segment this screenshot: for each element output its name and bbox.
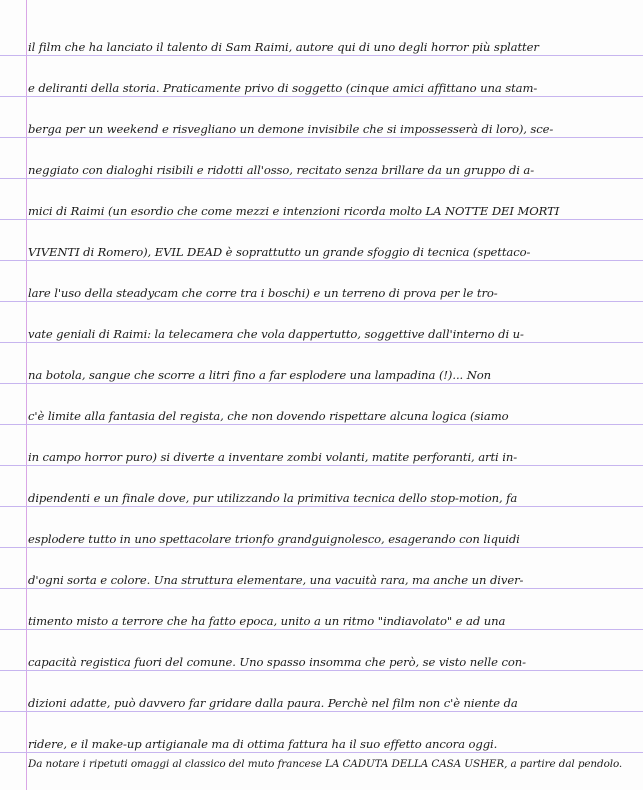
text-line: vate geniali di Raimi: la telecamera che vola dappertutto, soggettive dall'interno di u-	[28, 327, 524, 341]
ruled-line	[0, 260, 643, 261]
text-line: VIVENTI di Romero), EVIL DEAD è soprattutto un grande sfoggio di tecnica (spettaco-	[28, 245, 531, 259]
ruled-line	[0, 96, 643, 97]
ruled-line	[0, 219, 643, 220]
text-line: esplodere tutto in uno spettacolare trionfo grandguignolesco, esagerando con liquidi	[28, 532, 520, 546]
text-line: c'è limite alla fantasia del regista, che non dovendo rispettare alcuna logica (siamo	[28, 409, 509, 423]
ruled-line	[0, 137, 643, 138]
text-line: na botola, sangue che scorre a litri fino a far esplodere una lampadina (!)... Non	[28, 368, 491, 382]
ruled-line	[0, 342, 643, 343]
ruled-line	[0, 506, 643, 507]
text-line: il film che ha lanciato il talento di Sam Raimi, autore qui di uno degli horror più splatter	[28, 40, 539, 54]
ruled-line	[0, 301, 643, 302]
ruled-line	[0, 55, 643, 56]
text-line: lare l'uso della steadycam che corre tra i boschi) e un terreno di prova per le tro-	[28, 286, 498, 300]
ruled-line	[0, 178, 643, 179]
ruled-line	[0, 547, 643, 548]
text-line: e deliranti della storia. Praticamente privo di soggetto (cinque amici affittano una stam-	[28, 81, 538, 95]
ruled-line	[0, 752, 643, 753]
text-line: timento misto a terrore che ha fatto epoca, unito a un ritmo "indiavolato" e ad una	[28, 614, 506, 628]
text-line: Da notare i ripetuti omaggi al classico del muto francese LA CADUTA DELLA CASA USHER, a partire dal pendolo.	[28, 758, 623, 770]
text-line: neggiato con dialoghi risibili e ridotti all'osso, recitato senza brillare da un gruppo di a-	[28, 163, 535, 177]
text-line: in campo horror puro) si diverte a inventare zombi volanti, matite perforanti, arti in-	[28, 450, 518, 464]
ruled-line	[0, 465, 643, 466]
text-line: d'ogni sorta e colore. Una struttura elementare, una vacuità rara, ma anche un diver-	[28, 573, 524, 587]
text-line: ridere, e il make-up artigianale ma di ottima fattura ha il suo effetto ancora oggi.	[28, 737, 498, 751]
ruled-line	[0, 711, 643, 712]
text-line: capacità registica fuori del comune. Uno spasso insomma che però, se visto nelle con-	[28, 655, 526, 669]
ruled-line	[0, 424, 643, 425]
text-line: berga per un weekend e risvegliano un demone invisibile che si impossesserà di loro), sce-	[28, 122, 554, 136]
ruled-line	[0, 629, 643, 630]
ruled-line	[0, 383, 643, 384]
ruled-line	[0, 588, 643, 589]
ruled-line	[0, 670, 643, 671]
margin-line	[26, 0, 27, 790]
text-line: dizioni adatte, può davvero far gridare dalla paura. Perchè nel film non c'è niente da	[28, 696, 518, 710]
text-line: dipendenti e un finale dove, pur utilizzando la primitiva tecnica dello stop-motion, fa	[28, 491, 518, 505]
text-line: mici di Raimi (un esordio che come mezzi e intenzioni ricorda molto LA NOTTE DEI MORTI	[28, 204, 560, 218]
